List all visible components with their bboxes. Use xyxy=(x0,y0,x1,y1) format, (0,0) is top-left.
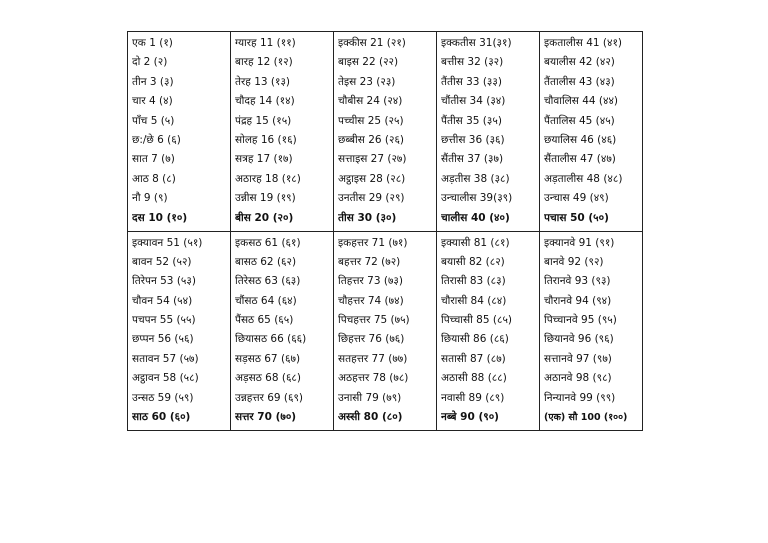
cell-41-50 xyxy=(540,32,643,232)
number-10: दस 10 (१०) xyxy=(132,211,188,224)
number-98: अठानवे 98 (९८) xyxy=(544,372,612,385)
number-35: पैंतीस 35 (३५) xyxy=(441,114,502,127)
number-40: चालीस 40 (४०) xyxy=(441,211,510,224)
number-53: तिरेपन 53 (५३) xyxy=(132,275,196,288)
number-86: छियासी 86 (८६) xyxy=(441,333,509,346)
number-80: अस्सी 80 (८०) xyxy=(338,411,403,424)
number-15: पंद्रह 15 (१५) xyxy=(235,114,292,127)
number-3: तीन 3 (३) xyxy=(132,75,174,88)
number-34: चौंतीस 34 (३४) xyxy=(441,95,506,108)
cell-11-20 xyxy=(231,32,334,232)
number-22: बाइस 22 (२२) xyxy=(338,56,399,69)
number-30: तीस 30 (३०) xyxy=(338,211,397,224)
number-62: बासठ 62 (६२) xyxy=(235,255,297,268)
number-89: नवासी 89 (८९) xyxy=(441,391,505,404)
number-58: अट्ठावन 58 (५८) xyxy=(132,372,199,385)
number-11: ग्यारह 11 (११) xyxy=(235,37,296,49)
table-row-1-50 xyxy=(128,32,643,232)
number-94: चौरानवे 94 (९४) xyxy=(544,294,612,307)
number-14: चौदह 14 (१४) xyxy=(235,95,295,108)
number-20: बीस 20 (२०) xyxy=(235,211,294,224)
number-64: चौंसठ 64 (६४) xyxy=(235,294,297,307)
cell-81-90 xyxy=(437,231,540,431)
cell-21-30 xyxy=(334,32,437,232)
number-71: इकहत्तर 71 (७१) xyxy=(338,236,408,249)
number-61: इकसठ 61 (६१) xyxy=(235,236,301,249)
number-76: छिहत्तर 76 (७६) xyxy=(338,333,405,346)
number-91: इक्यानवे 91 (९१) xyxy=(544,236,615,249)
number-99: निन्यानवे 99 (९९) xyxy=(544,391,616,404)
number-49: उन्चास 49 (४९) xyxy=(544,192,609,205)
number-25: पच्चीस 25 (२५) xyxy=(338,114,404,127)
number-47: सैंतालीस 47 (४७) xyxy=(544,153,616,166)
number-1: एक 1 (१) xyxy=(132,37,173,49)
number-46: छयालिस 46 (४६) xyxy=(544,133,617,146)
number-52: बावन 52 (५२) xyxy=(132,255,192,268)
number-27: सत्ताइस 27 (२७) xyxy=(338,153,407,166)
number-95: पिच्चानवे 95 (९५) xyxy=(544,314,617,327)
number-77: सतहत्तर 77 (७७) xyxy=(338,352,408,365)
number-97: सत्तानवे 97 (९७) xyxy=(544,352,612,365)
number-41: इकतालीस 41 (४१) xyxy=(544,37,623,49)
number-93: तिरानवे 93 (९३) xyxy=(544,275,611,288)
number-38: अड़तीस 38 (३८) xyxy=(441,172,510,185)
cell-71-80 xyxy=(334,231,437,431)
number-43: तैंतालीस 43 (४३) xyxy=(544,75,615,88)
number-87: सतासी 87 (८७) xyxy=(441,352,506,365)
number-18: अठारह 18 (१८) xyxy=(235,172,301,185)
number-39: उन्चालीस 39(३९) xyxy=(441,192,513,205)
number-96: छियानवे 96 (९६) xyxy=(544,333,614,346)
number-21: इक्कीस 21 (२१) xyxy=(338,37,406,49)
number-55: पचपन 55 (५५) xyxy=(132,314,196,327)
number-88: अठासी 88 (८८) xyxy=(441,372,507,385)
number-56: छप्पन 56 (५६) xyxy=(132,333,194,346)
number-63: तिरेसठ 63 (६३) xyxy=(235,275,301,288)
number-85: पिच्चासी 85 (८५) xyxy=(441,314,512,327)
cell-1-10 xyxy=(128,32,231,232)
number-13: तेरह 13 (१३) xyxy=(235,75,291,88)
number-65: पैंसठ 65 (६५) xyxy=(235,314,294,327)
number-8: आठ 8 (८) xyxy=(132,172,176,185)
number-81: इक्यासी 81 (८१) xyxy=(441,236,510,249)
number-74: चौहत्तर 74 (७४) xyxy=(338,294,404,307)
number-36: छत्तीस 36 (३६) xyxy=(441,133,505,146)
number-69: उन्नहत्तर 69 (६९) xyxy=(235,391,304,404)
number-6: छ:/छे 6 (६) xyxy=(132,133,181,146)
cell-91-100 xyxy=(540,231,643,431)
number-19: उन्नीस 19 (१९) xyxy=(235,192,296,205)
table-row-51-100 xyxy=(128,231,643,431)
cell-61-70 xyxy=(231,231,334,431)
number-26: छब्बीस 26 (२६) xyxy=(338,133,405,146)
number-45: पैंतालिस 45 (४५) xyxy=(544,114,615,127)
number-9: नौ 9 (९) xyxy=(132,192,168,205)
cell-51-60 xyxy=(128,231,231,431)
number-66: छियासठ 66 (६६) xyxy=(235,333,307,346)
number-54: चौवन 54 (५४) xyxy=(132,294,193,307)
hindi-numbers-table xyxy=(127,31,643,431)
number-79: उनासी 79 (७९) xyxy=(338,391,402,404)
number-70: सत्तर 70 (७०) xyxy=(235,411,297,424)
number-4: चार 4 (४) xyxy=(132,95,173,108)
number-28: अट्ठाइस 28 (२८) xyxy=(338,172,406,185)
number-82: बयासी 82 (८२) xyxy=(441,255,505,268)
number-48: अड़तालीस 48 (४८) xyxy=(544,172,623,185)
number-42: बयालीस 42 (४२) xyxy=(544,56,615,69)
number-57: सतावन 57 (५७) xyxy=(132,352,199,365)
number-24: चौबीस 24 (२४) xyxy=(338,95,403,108)
number-29: उनतीस 29 (२९) xyxy=(338,192,405,205)
number-78: अठहत्तर 78 (७८) xyxy=(338,372,409,385)
number-68: अड़सठ 68 (६८) xyxy=(235,372,301,385)
number-5: पाँच 5 (५) xyxy=(132,114,175,127)
number-17: सत्रह 17 (१७) xyxy=(235,153,293,166)
number-67: सड़सठ 67 (६७) xyxy=(235,352,301,365)
number-100: (एक) सौ 100 (१००) xyxy=(544,412,628,424)
number-2: दो 2 (२) xyxy=(132,56,168,69)
number-92: बानवे 92 (९२) xyxy=(544,255,604,268)
number-84: चौरासी 84 (८४) xyxy=(441,294,507,307)
cell-31-40 xyxy=(437,32,540,232)
number-72: बहत्तर 72 (७२) xyxy=(338,255,401,268)
number-12: बारह 12 (१२) xyxy=(235,56,293,69)
number-51: इक्यावन 51 (५१) xyxy=(132,236,203,249)
number-31: इक्कतीस 31(३१) xyxy=(441,37,512,49)
number-32: बत्तीस 32 (३२) xyxy=(441,56,504,69)
number-7: सात 7 (७) xyxy=(132,153,175,166)
number-60: साठ 60 (६०) xyxy=(132,411,191,424)
number-33: तैंतीस 33 (३३) xyxy=(441,75,502,88)
number-16: सोलह 16 (१६) xyxy=(235,133,297,146)
number-50: पचास 50 (५०) xyxy=(544,211,609,224)
number-75: पिचहत्तर 75 (७५) xyxy=(338,314,410,327)
number-83: तिरासी 83 (८३) xyxy=(441,275,506,288)
number-44: चौवालिस 44 (४४) xyxy=(544,95,619,108)
number-59: उन्सठ 59 (५९) xyxy=(132,391,194,404)
number-23: तेइस 23 (२३) xyxy=(338,75,396,88)
number-37: सैंतीस 37 (३७) xyxy=(441,153,504,166)
number-73: तिहत्तर 73 (७३) xyxy=(338,275,403,288)
number-90: नब्बे 90 (९०) xyxy=(441,411,499,424)
